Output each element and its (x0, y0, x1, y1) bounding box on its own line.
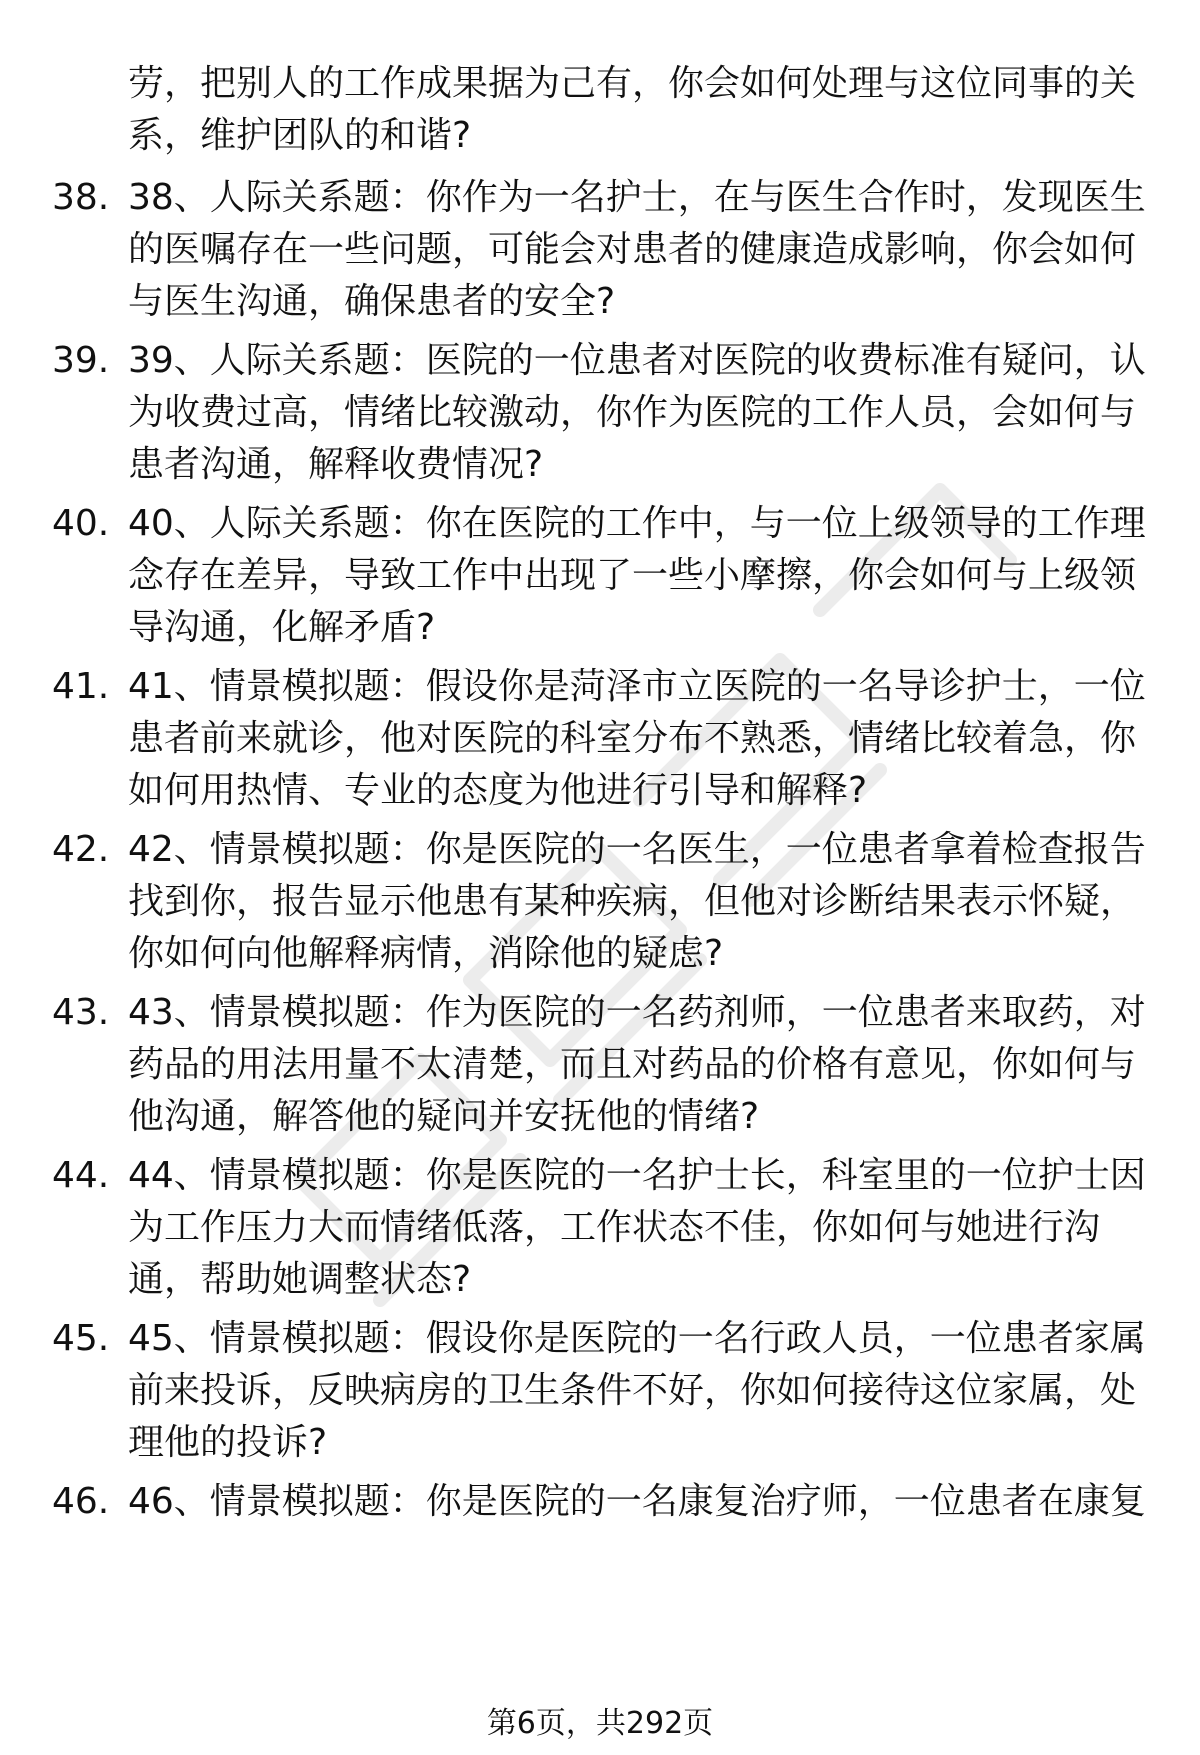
question-number: 38. (52, 177, 110, 218)
question-text: 44、情景模拟题：你是医院的一名护士长，科室里的一位护士因为工作压力大而情绪低落，工作状态不佳，你如何与她进行沟通，帮助她调整状态? (128, 1155, 1146, 1300)
question-number: 42. (52, 829, 110, 870)
question-text: 43、情景模拟题：作为医院的一名药剂师，一位患者来取药，对药品的用法用量不太清楚，而且对药品的价格有意见，你如何与他沟通，解答他的疑问并安抚他的情绪? (128, 992, 1146, 1137)
question-text: 40、人际关系题：你在医院的工作中，与一位上级领导的工作理念存在差异，导致工作中出现了一些小摩擦，你会如何与上级领导沟通，化解矛盾? (128, 503, 1146, 648)
question-number: 46. (52, 1481, 110, 1522)
continuation-paragraph: 劳，把别人的工作成果据为己有，你会如何处理与这位同事的关系，维护团队的和谐? (128, 63, 1137, 156)
question-text: 42、情景模拟题：你是医院的一名医生，一位患者拿着检查报告找到你，报告显示他患有某种疾病，但他对诊断结果表示怀疑，你如何向他解释病情，消除他的疑虑? (128, 829, 1146, 974)
page-footer: 第6页，共292页 (486, 1706, 714, 1741)
question-number: 44. (52, 1155, 110, 1196)
question-number: 40. (52, 503, 110, 544)
question-text: 41、情景模拟题：假设你是菏泽市立医院的一名导诊护士，一位患者前来就诊，他对医院的科室分布不熟悉，情绪比较着急，你如何用热情、专业的态度为他进行引导和解释? (128, 666, 1146, 811)
question-text: 38、人际关系题：你作为一名护士，在与医生合作时，发现医生的医嘱存在一些问题，可能会对患者的健康造成影响，你会如何与医生沟通，确保患者的安全? (128, 177, 1146, 322)
question-number: 39. (52, 340, 110, 381)
question-number: 43. (52, 992, 110, 1033)
question-text: 45、情景模拟题：假设你是医院的一名行政人员，一位患者家属前来投诉，反映病房的卫生条件不好，你如何接待这位家属，处理他的投诉? (128, 1318, 1146, 1463)
question-text: 46、情景模拟题：你是医院的一名康复治疗师，一位患者在康复 (128, 1481, 1146, 1522)
question-number: 41. (52, 666, 110, 707)
question-text: 39、人际关系题：医院的一位患者对医院的收费标准有疑问，认为收费过高，情绪比较激动，你作为医院的工作人员，会如何与患者沟通，解释收费情况? (128, 340, 1146, 485)
question-number: 45. (52, 1318, 110, 1359)
